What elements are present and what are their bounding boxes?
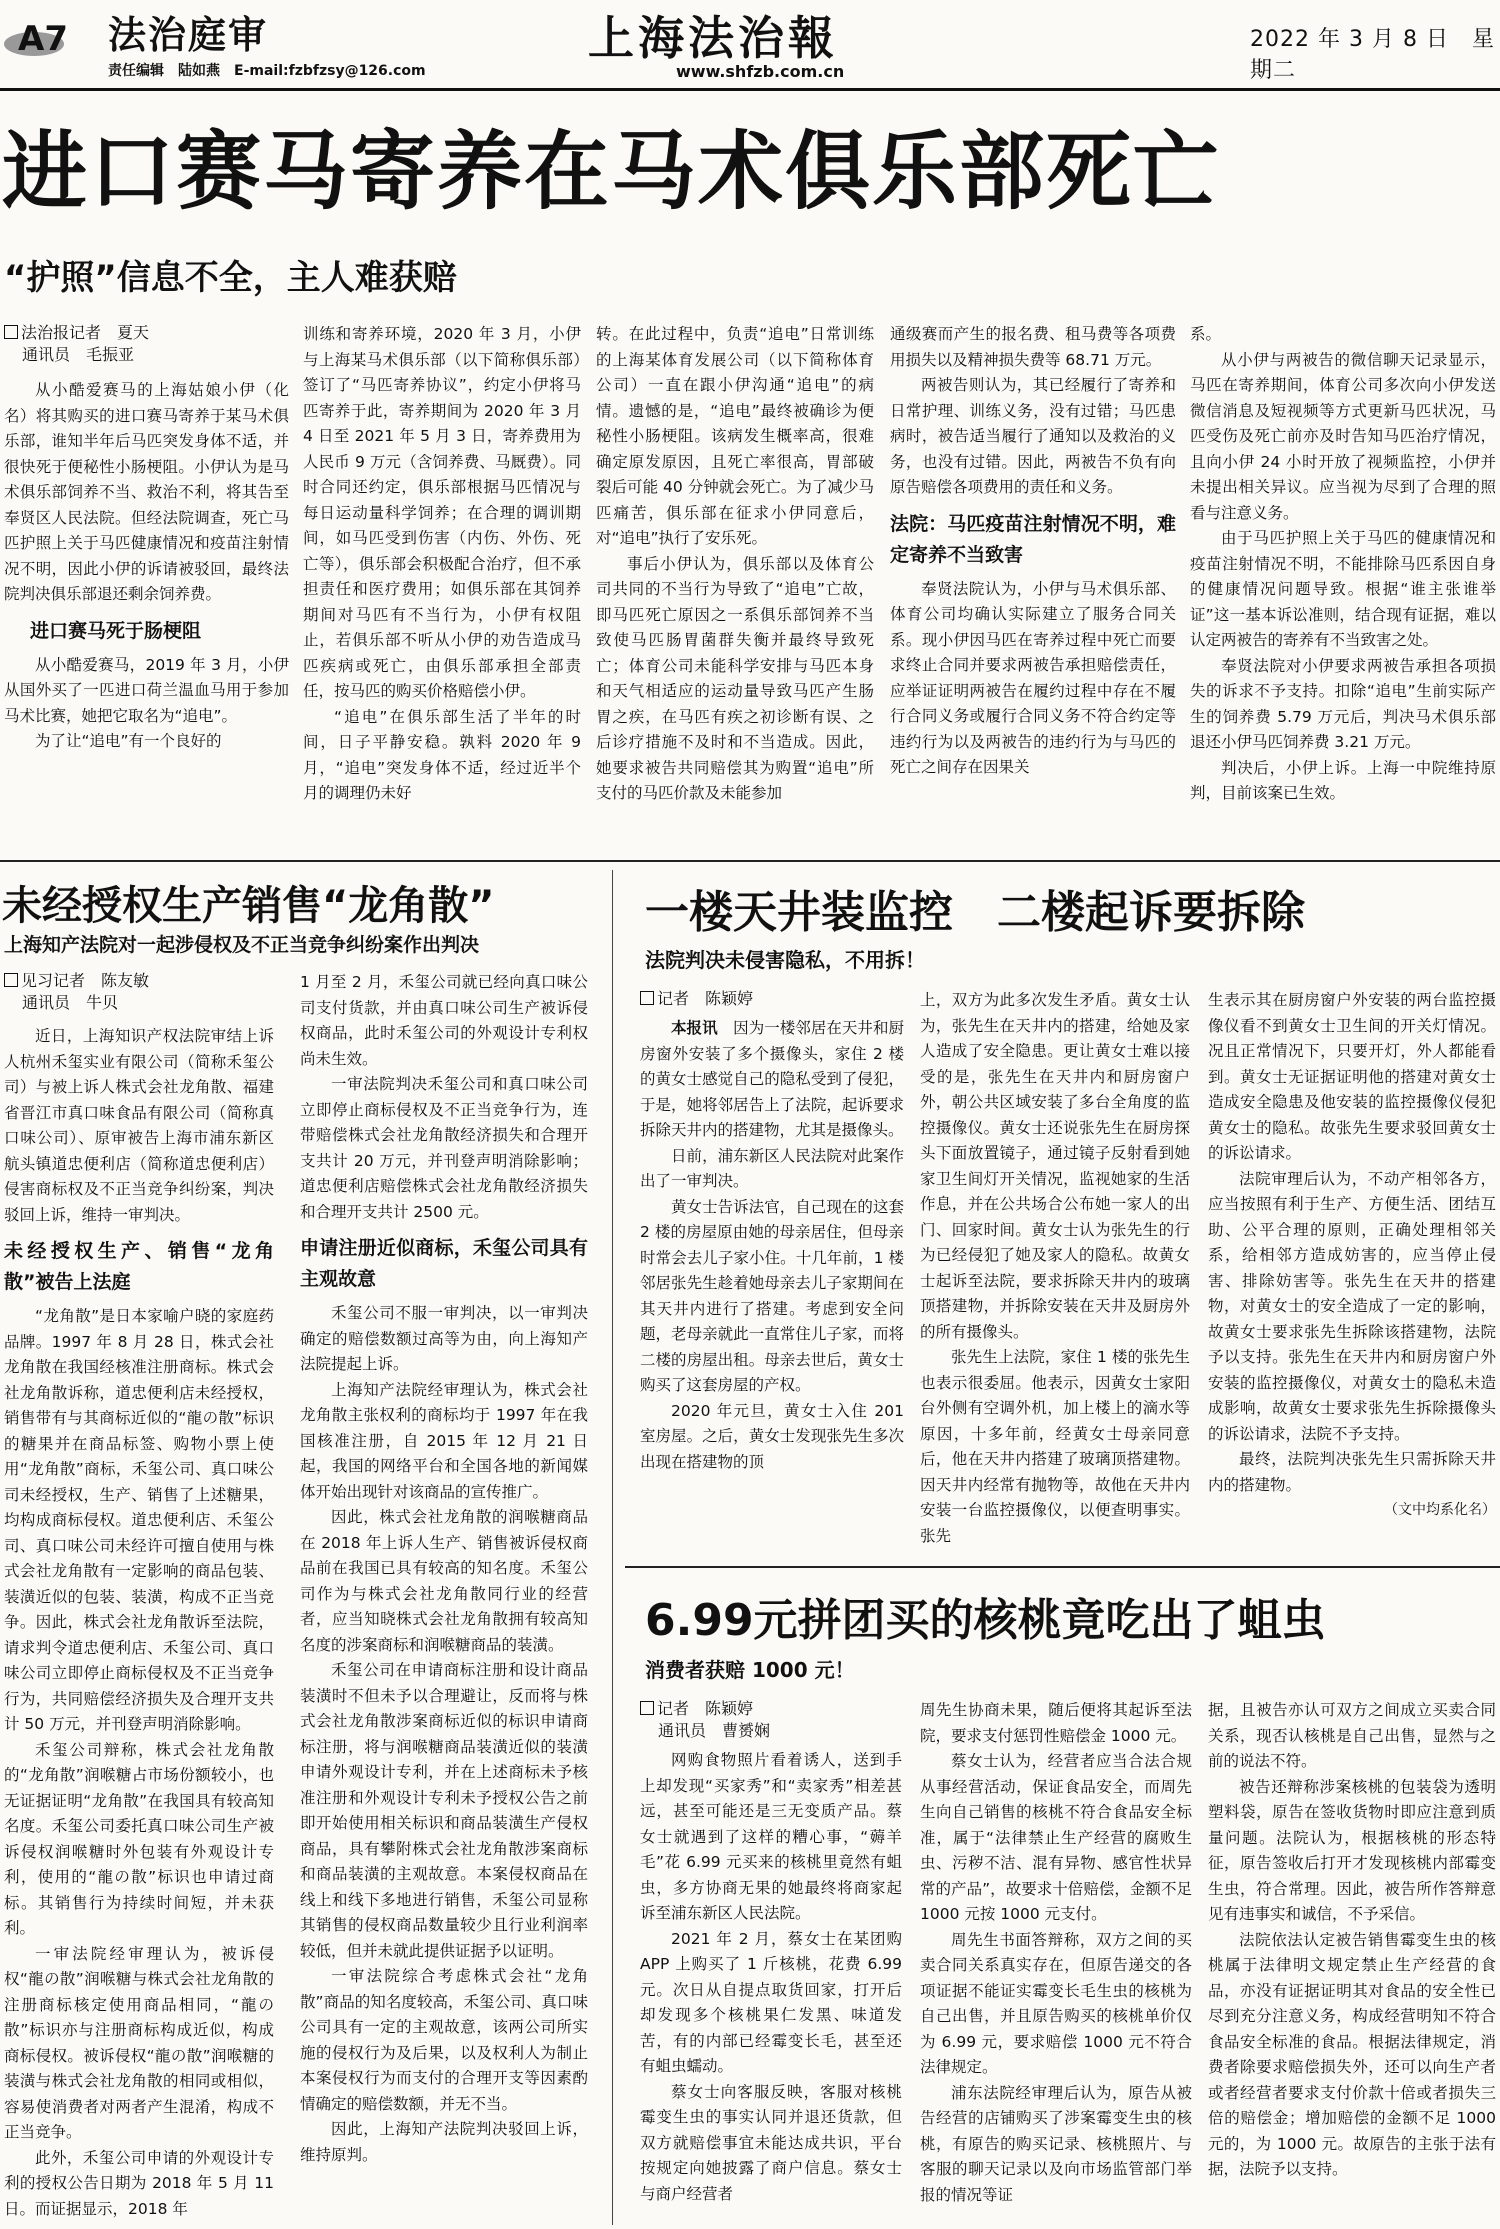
paragraph: 禾玺公司不服一审判决，以一审判决确定的赔偿数额过高等为由，向上海知产法院提起上诉。 (300, 1304, 588, 1373)
byline-correspondent: 通讯员 牛贝 (22, 993, 119, 1012)
paragraph: 由于马匹护照上关于马匹的健康情况和疫苗注射情况不明，不能排除马匹系因自身的健康情况问题导致。根据“谁主张谁举证”这一基本诉讼准则，结合现有证据，难以认定两被告的寄养有不当致害之处。 (1190, 529, 1496, 649)
byline: 记者 陈颖婷 (640, 1698, 902, 1720)
article4-col2 (920, 1698, 1192, 2225)
publication-date: 2022 年 3 月 8 日 星期二 (1250, 27, 1495, 83)
newspaper-url[interactable]: www.shfzb.com.cn (676, 62, 845, 81)
paragraph: 为了让“追电”有一个良好的 (35, 732, 222, 750)
paragraph: 本报讯 因为一楼邻居在天井和厨房窗外安装了多个摄像头，家住 2 楼的黄女士感觉自己的隐私受到了侵犯，于是，她将邻居告上了法院，起诉要求拆除天井内的搭建物，尤其是摄像头。 (640, 1019, 904, 1139)
paragraph: 上海知产法院经审理认为，株式会社龙角散主张权利的商标均于 1997 年在我国核准注册，自 2015 年 12 月 21 日起，我国的网络平台和全国各地的新闻媒体开始出现针对该商品的宣传推广。 (300, 1380, 588, 1501)
paragraph: 蔡女士向客服反映，客服对核桃霉变生虫的事实认同并退还货款，但双方就赔偿事宜未能达成共识，平台按规定向她披露了商户信息。蔡女士与商户经营者 (640, 2082, 902, 2203)
paragraph: 判决后，小伊上诉。上海一中院维持原判，目前该案已生效。 (1190, 758, 1496, 802)
paragraph: 2020 年元旦，黄女士入住 201 室房屋。之后，黄女士发现张先生多次出现在搭建物的顶 (640, 1401, 904, 1471)
paragraph: 张先生上法院，家住 1 楼的张先生也表示很委屈。他表示，因黄女士家阳台外侧有空调外机，加上楼上的滴水等原因，十多年前，经黄女士母亲同意后，他在天井内搭建了玻璃顶搭建物。因天井内经常有抛物等，故他在天井内安装一台监控摄像仪，以便查明事实。张先 (920, 1348, 1190, 1545)
paragraph: 2021 年 2 月，蔡女士在某团购 APP 上购买了 1 斤核桃，花费 6.99 元。次日从自提点取货回家，打开后却发现多个核桃果仁发黑、味道发苦，有的内部已经霉变长毛，甚至还有蛆虫蠕动。 (640, 1929, 902, 2075)
paragraph: 最终，法院判决张先生只需拆除天井内的搭建物。 (1208, 1450, 1496, 1494)
paragraph: 法院依法认定被告销售霉变生虫的核桃属于法律明文规定禁止生产经营的食品，亦没有证据证明其对食品的安全性已尽到充分注意义务，构成经营明知不符合食品安全标准的食品。根据法律规定，消费者除要求赔偿损失外，还可以向生产者或者经营者要求支付价款十倍或者损失三倍的赔偿金；增加赔偿的金额不足 1000 元的，为 1000 元。故原告的主张于法有据，法院予以支持。 (1208, 1930, 1496, 2178)
article3-col2 (920, 988, 1190, 1548)
paragraph: 禾玺公司辩称，株式会社龙角散的“龙角散”润喉糖占市场份额较小，也无证据证明“龙角散”在我国具有较高知名度。禾玺公司委托真口味公司生产被诉侵权润喉糖时外包装有外观设计专利，使用的“龍の散”标识也申请过商标。其销售行为持续时间短，并未获利。 (4, 1740, 274, 1937)
article2-col1 (4, 970, 274, 2225)
byline-correspondent: 通讯员 毛振亚 (22, 345, 135, 364)
paragraph: 因此，上海知产法院判决驳回上诉，维持原判。 (300, 2120, 588, 2164)
article4-col1 (640, 1698, 902, 2225)
article4-headline: 6.99元拼团买的核桃竟吃出了蛆虫 (645, 1595, 1326, 1646)
paragraph: 蔡女士认为，经营者应当合法合规从事经营活动，保证食品安全，而周先生向自己销售的核桃不符合食品安全标准，属于“法律禁止生产经营的腐败生虫、污秽不洁、混有异物、感官性状异常的产品”，故要求十倍赔偿，金额不足 1000 元按 1000 元支付。 (920, 1752, 1192, 1923)
paragraph: 法院审理后认为，不动产相邻各方，应当按照有利于生产、方便生活、团结互助、公平合理的原则，正确处理相邻关系，给相邻方造成妨害的，应当停止侵害、排除妨害等。张先生在天井的搭建物，对黄女士的安全造成了一定的影响，故黄女士要求张先生拆除该搭建物，法院予以支持。张先生在天井内和厨房窗户外安装的监控摄像仪，对黄女士的隐私未造成影响，故黄女士要求张先生拆除摄像头的诉讼请求，法院不予支持。 (1208, 1169, 1496, 1443)
article1-headline: 进口赛马寄养在马术俱乐部死亡 (2, 122, 1221, 222)
paragraph: 据，且被告亦认可双方之间成立买卖合同关系，现否认核桃是自己出售，显然与之前的说法不符。 (1208, 1701, 1496, 1770)
paragraph: 生表示其在厨房窗户外安装的两台监控摄像仪看不到黄女士卫生间的开关灯情况。况且正常情况下，只要开灯，外人都能看到。黄女士无证据证明他的搭建对黄女士造成安全隐患及他安装的监控摄像仪侵犯黄女士的隐私。故张先生要求驳回黄女士的诉讼请求。 (1208, 991, 1496, 1162)
paragraph: 训练和寄养环境，2020 年 3 月，小伊与上海某马术俱乐部（以下简称俱乐部）签订了“马匹寄养协议”，约定小伊将马匹寄养于此，寄养期间为 2020 年 3 月 4 日至 2021 年 5 月 3 日，寄养费用为人民币 9 万元（含饲养费、马厩费）。同时合同还约定，俱乐部根据马匹情况与每日运动量科学饲养；在合理的调训期间，如马匹受到伤害（内伤、外伤、死亡等），俱乐部会积极配合治疗，但不承担责任和医疗费用；如俱乐部在其饲养期间对马匹有不当行为，小伊有权阻止，若俱乐部不听从小伊的劝告造成马匹疾病或死亡，由俱乐部承担全部责任，按马匹的购买价格赔偿小伊。 (303, 325, 581, 700)
paragraph: 日前，浦东新区人民法院对此案作出了一审判决。 (640, 1146, 904, 1190)
paragraph: 奉贤法院对小伊要求两被告承担各项损失的诉求不予支持。扣除“追电”生前实际产生的饲养费 5.79 万元后，判决马术俱乐部退还小伊马匹饲养费 3.21 万元。 (1190, 656, 1496, 751)
paragraph: 禾玺公司在申请商标注册和设计商品装潢时不但未予以合理避让，反而将与株式会社龙角散涉案商标近似的标识申请商标注册，将与润喉糖商品装潢近似的装潢申请外观设计专利，并在上述商标未予核准注册和外观设计专利未予授权公告之前即开始使用相关标识和商品装潢生产侵权商品，具有攀附株式会社龙角散涉案商标和商品装潢的主观故意。本案侵权商品在线上和线下多地进行销售，禾玺公司显称其销售的侵权商品数量较少且行业利润率较低，但并未就此提供证据予以证明。 (300, 1661, 588, 1960)
article1-subhead: “护照”信息不全，主人难获赔 (4, 258, 457, 298)
subtitle: 未经授权生产、销售“龙角散”被告上法庭 (4, 1240, 274, 1293)
article1-col2 (303, 322, 581, 850)
page-number: A7 (18, 19, 68, 58)
paragraph: 从小酷爱赛马，2019 年 3 月，小伊从国外买了一匹进口荷兰温血马用于参加马术比赛，她把它取名为“追电”。 (4, 655, 289, 725)
newspaper-name: 上海法治報 (588, 11, 838, 65)
paragraph: 一审法院综合考虑株式会社“龙角散”商品的知名度较高，禾玺公司、真口味公司具有一定的主观故意，该两公司所实施的侵权行为及后果，以及权利人为制止本案侵权行为而支付的合理开支等因素酌情确定的赔偿数额，并无不当。 (300, 1967, 588, 2113)
paragraph: 此外，禾玺公司申请的外观设计专利的授权公告日期为 2018 年 5 月 11 日。而证据显示，2018 年 (4, 2148, 274, 2218)
subtitle: 进口赛马死于肠梗阻 (30, 619, 202, 642)
paragraph: 周先生协商未果，随后便将其起诉至法院，要求支付惩罚性赔偿金 1000 元。 (920, 1701, 1192, 1745)
name-note: （文中均系化名） (1384, 1502, 1496, 1518)
paragraph: 上，双方为此多次发生矛盾。黄女士认为，张先生在天井内的搭建，给她及家人造成了安全隐患。更让黄女士难以接受的是，张先生在天井内和厨房窗户外，朝公共区域安装了多台全角度的监控摄像仪。黄女士还说张先生在厨房探头下面放置镜子，通过镜子反射看到她家卫生间灯开关情况，监视她家的生活作息，并在公共场合公布她一家人的出门、回家时间。黄女士认为张先生的行为已经侵犯了她及家人的隐私。故黄女士起诉至法院，要求拆除天井内的玻璃顶搭建物，并拆除安装在天井及厨房外的所有摄像头。 (920, 991, 1190, 1341)
paragraph: “追电”在俱乐部生活了半年的时间，日子平静安稳。孰料 2020 年 9 月，“追电”突发身体不适，经过近半个月的调理仍未好 (303, 707, 581, 802)
paragraph: 1 月至 2 月，禾玺公司就已经向真口味公司支付货款，并由真口味公司生产被诉侵权商品，此时禾玺公司的外观设计专利权尚未生效。 (300, 973, 588, 1068)
paragraph: 浦东法院经审理后认为，原告从被告经营的店铺购买了涉案霉变生虫的核桃，有原告的购买记录、核桃照片、与客服的聊天记录以及向市场监管部门举报的情况等证 (920, 2083, 1192, 2204)
byline: 见习记者 陈友敏 (4, 970, 274, 992)
paragraph: “龙角散”是日本家喻户晓的家庭药品牌。1997 年 8 月 28 日，株式会社龙角散在我国经核准注册商标。株式会社龙角散诉称，道忠便利店未经授权，销售带有与其商标近似的“龍の散”标识的糖果并在商品标签、购物小票上使用“龙角散”商标，禾玺公司、真口味公司未经授权，生产、销售了上述糖果，均构成商标侵权。道忠便利店、禾玺公司、真口味公司未经许可擅自使用与株式会社龙角散有一定影响的商品包装、装潢近似的包装、装潢，构成不正当竞争。因此，株式会社龙角散诉至法院，请求判令道忠便利店、禾玺公司、真口味公司立即停止商标侵权及不正当竞争行为，共同赔偿经济损失及合理开支共计 50 万元，并刊登声明消除影响。 (4, 1307, 274, 1733)
article3-headline: 一楼天井装监控 二楼起诉要拆除 (645, 887, 1305, 938)
section-divider (625, 1566, 1500, 1568)
masthead-rule (0, 88, 1500, 91)
page-number-badge (4, 6, 68, 58)
article1-col5 (1190, 322, 1496, 850)
article1-col4 (890, 322, 1176, 850)
editor-credits: 责任编辑 陆如燕 E-mail:fzbfzsy@126.com (108, 63, 426, 79)
subtitle: 申请注册近似商标，禾玺公司具有主观故意 (300, 1237, 588, 1290)
section-divider (0, 860, 1500, 862)
article2-subhead: 上海知产法院对一起涉侵权及不正当竞争纠纷案作出判决 (4, 934, 480, 956)
byline: 记者 陈颖婷 (640, 988, 904, 1010)
paragraph: 从小酷爱赛马的上海姑娘小伊（化名）将其购买的进口赛马寄养于某马术俱乐部，谁知半年后马匹突发身体不适，并很快死于便秘性小肠梗阻。小伊认为是马术俱乐部饲养不当、救治不利，将其告至奉贤区人民法院。但经法院调查，死亡马匹护照上关于马匹健康情况和疫苗注射情况不明，因此小伊的诉请被驳回，最终法院判决俱乐部退还剩余饲养费。 (4, 381, 289, 603)
paragraph: 从小伊与两被告的微信聊天记录显示，马匹在寄养期间，体育公司多次向小伊发送微信消息及短视频等方式更新马匹状况，马匹受伤及死亡前亦及时告知马匹治疗情况，且向小伊 24 小时开放了视频监控，小伊并未提出相关异议。应当视为尽到了合理的照看与注意义务。 (1190, 350, 1496, 522)
paragraph: 转。在此过程中，负责“追电”日常训练的上海某体育发展公司（以下简称体育公司）一直在跟小伊沟通“追电”的病情。遗憾的是，“追电”最终被确诊为便秘性小肠梗阻。该病发生概率高，很难确定原发原因，且死亡率很高，胃部破裂后可能 40 分钟就会死亡。为了减少马匹痛苦，俱乐部在征求小伊同意后，对“追电”执行了安乐死。 (596, 325, 874, 547)
paragraph: 被告还辩称涉案核桃的包装袋为透明塑料袋，原告在签收货物时即应注意到质量问题。法院认为，根据核桃的形态特征，原告签收后打开才发现核桃内部霉变生虫，符合常理。因此，被告所作答辩意见有违事实和诚信，不予采信。 (1208, 1777, 1496, 1923)
lead-tag: 本报讯 (671, 1019, 718, 1037)
square-icon (4, 325, 18, 339)
paragraph: 近日，上海知识产权法院审结上诉人杭州禾玺实业有限公司（简称禾玺公司）与被上诉人株式会社龙角散、福建省晋江市真口味食品有限公司（简称真口味公司）、原审被告上海市浦东新区航头镇道忠便利店（简称道忠便利店）侵害商标权及不正当竞争纠纷案，判决驳回上诉，维持一审判决。 (4, 1027, 274, 1224)
article4-subhead: 消费者获赔 1000 元！ (645, 1658, 855, 1682)
article3-col3 (1208, 988, 1496, 1548)
article2-col2 (300, 970, 588, 2225)
article2-headline: 未经授权生产销售“龙角散” (2, 883, 495, 929)
paragraph: 因此，株式会社龙角散的润喉糖商品在 2018 年上诉人生产、销售被诉侵权商品前在我国已具有较高的知名度。禾玺公司作为与株式会社龙角散同行业的经营者，应当知晓株式会社龙角散拥有较高知名度的涉案商标和润喉糖商品的装潢。 (300, 1508, 588, 1654)
paragraph: 两被告则认为，其已经履行了寄养和日常护理、训练义务，没有过错；马匹患病时，被告适当履行了通知以及救治的义务，也没有过错。因此，两被告不负有向原告赔偿各项费用的责任和义务。 (890, 376, 1176, 496)
paragraph: 通级赛而产生的报名费、租马费等各项费用损失以及精神损失费等 68.71 万元。 (890, 325, 1176, 369)
article4-col3 (1208, 1698, 1496, 2225)
subtitle: 法院：马匹疫苗注射情况不明，难定寄养不当致害 (890, 512, 1176, 566)
square-icon (640, 991, 654, 1005)
article1-col3 (596, 322, 874, 850)
square-icon (4, 973, 18, 987)
paragraph: 系。 (1190, 325, 1222, 343)
square-icon (640, 1701, 654, 1715)
paragraph: 一审法院经审理认为，被诉侵权“龍の散”润喉糖与株式会社龙角散的注册商标核定使用商品相同，“龍の散”标识亦与注册商标构成近似，构成商标侵权。被诉侵权“龍の散”润喉糖的装潢与株式会社龙角散的相同或相似，容易使消费者对两者产生混淆，构成不正当竞争。 (4, 1944, 274, 2141)
paragraph: 网购食物照片看着诱人，送到手上却发现“买家秀”和“卖家秀”相差甚远，甚至可能还是三无变质产品。蔡女士就遇到了这样的糟心事，“薅羊毛”花 6.99 元买来的核桃里竟然有蛆虫，多方协商无果的她最终将商家起诉至浦东新区人民法院。 (640, 1751, 902, 1922)
article3-subhead: 法院判决未侵害隐私，不用拆！ (645, 948, 925, 972)
article1-col1 (4, 322, 289, 850)
paragraph: 事后小伊认为，俱乐部以及体育公司共同的不当行为导致了“追电”亡故，即马匹死亡原因之一系俱乐部饲养不当致使马匹肠胃菌群失衡并最终导致死亡；体育公司未能科学安排与马匹本身和天气相适应的运动量导致马匹产生肠胃之疾，在马匹有疾之初诊断有误、之后诊疗措施不及时和不当造成。因此，她要求被告共同赔偿其为购置“追电”所支付的马匹价款及未能参加 (596, 554, 874, 802)
column-divider (612, 870, 613, 2225)
paragraph: 周先生书面答辩称，双方之间的买卖合同关系真实存在，但原告递交的各项证据不能证实霉变长毛生虫的核桃为自己出售，并且原告购买的核桃单价仅为 6.99 元，要求赔偿 1000 元不符合法律规定。 (920, 1930, 1192, 2076)
paragraph: 一审法院判决禾玺公司和真口味公司立即停止商标侵权及不正当竞争行为，连带赔偿株式会社龙角散经济损失和合理开支共计 20 万元，并刊登声明消除影响；道忠便利店赔偿株式会社龙角散经济损失和合理开支共计 2500 元。 (300, 1075, 588, 1221)
byline: 法治报记者 夏天 (4, 322, 289, 344)
article3-col1 (640, 988, 904, 1548)
paragraph: 黄女士告诉法官，自己现在的这套 2 楼的房屋原由她的母亲居住，但母亲时常会去儿子家小住。十几年前，1 楼邻居张先生趁着她母亲去儿子家期间在其天井内进行了搭建。考虑到安全问题，老母亲就此一直常住儿子家，而将二楼的房屋出租。母亲去世后，黄女士购买了这套房屋的产权。 (640, 1197, 904, 1394)
byline-correspondent: 通讯员 曹赟娴 (658, 1721, 771, 1740)
paragraph: 奉贤法院认为，小伊与马术俱乐部、体育公司均确认实际建立了服务合同关系。现小伊因马匹在寄养过程中死亡而要求终止合同并要求两被告承担赔偿责任，应举证证明两被告在履约过程中存在不履行合同义务或履行合同义务不符合约定等违约行为以及两被告的违约行为与马匹的死亡之间存在因果关 (890, 579, 1176, 776)
section-title: 法治庭审 (108, 13, 269, 57)
